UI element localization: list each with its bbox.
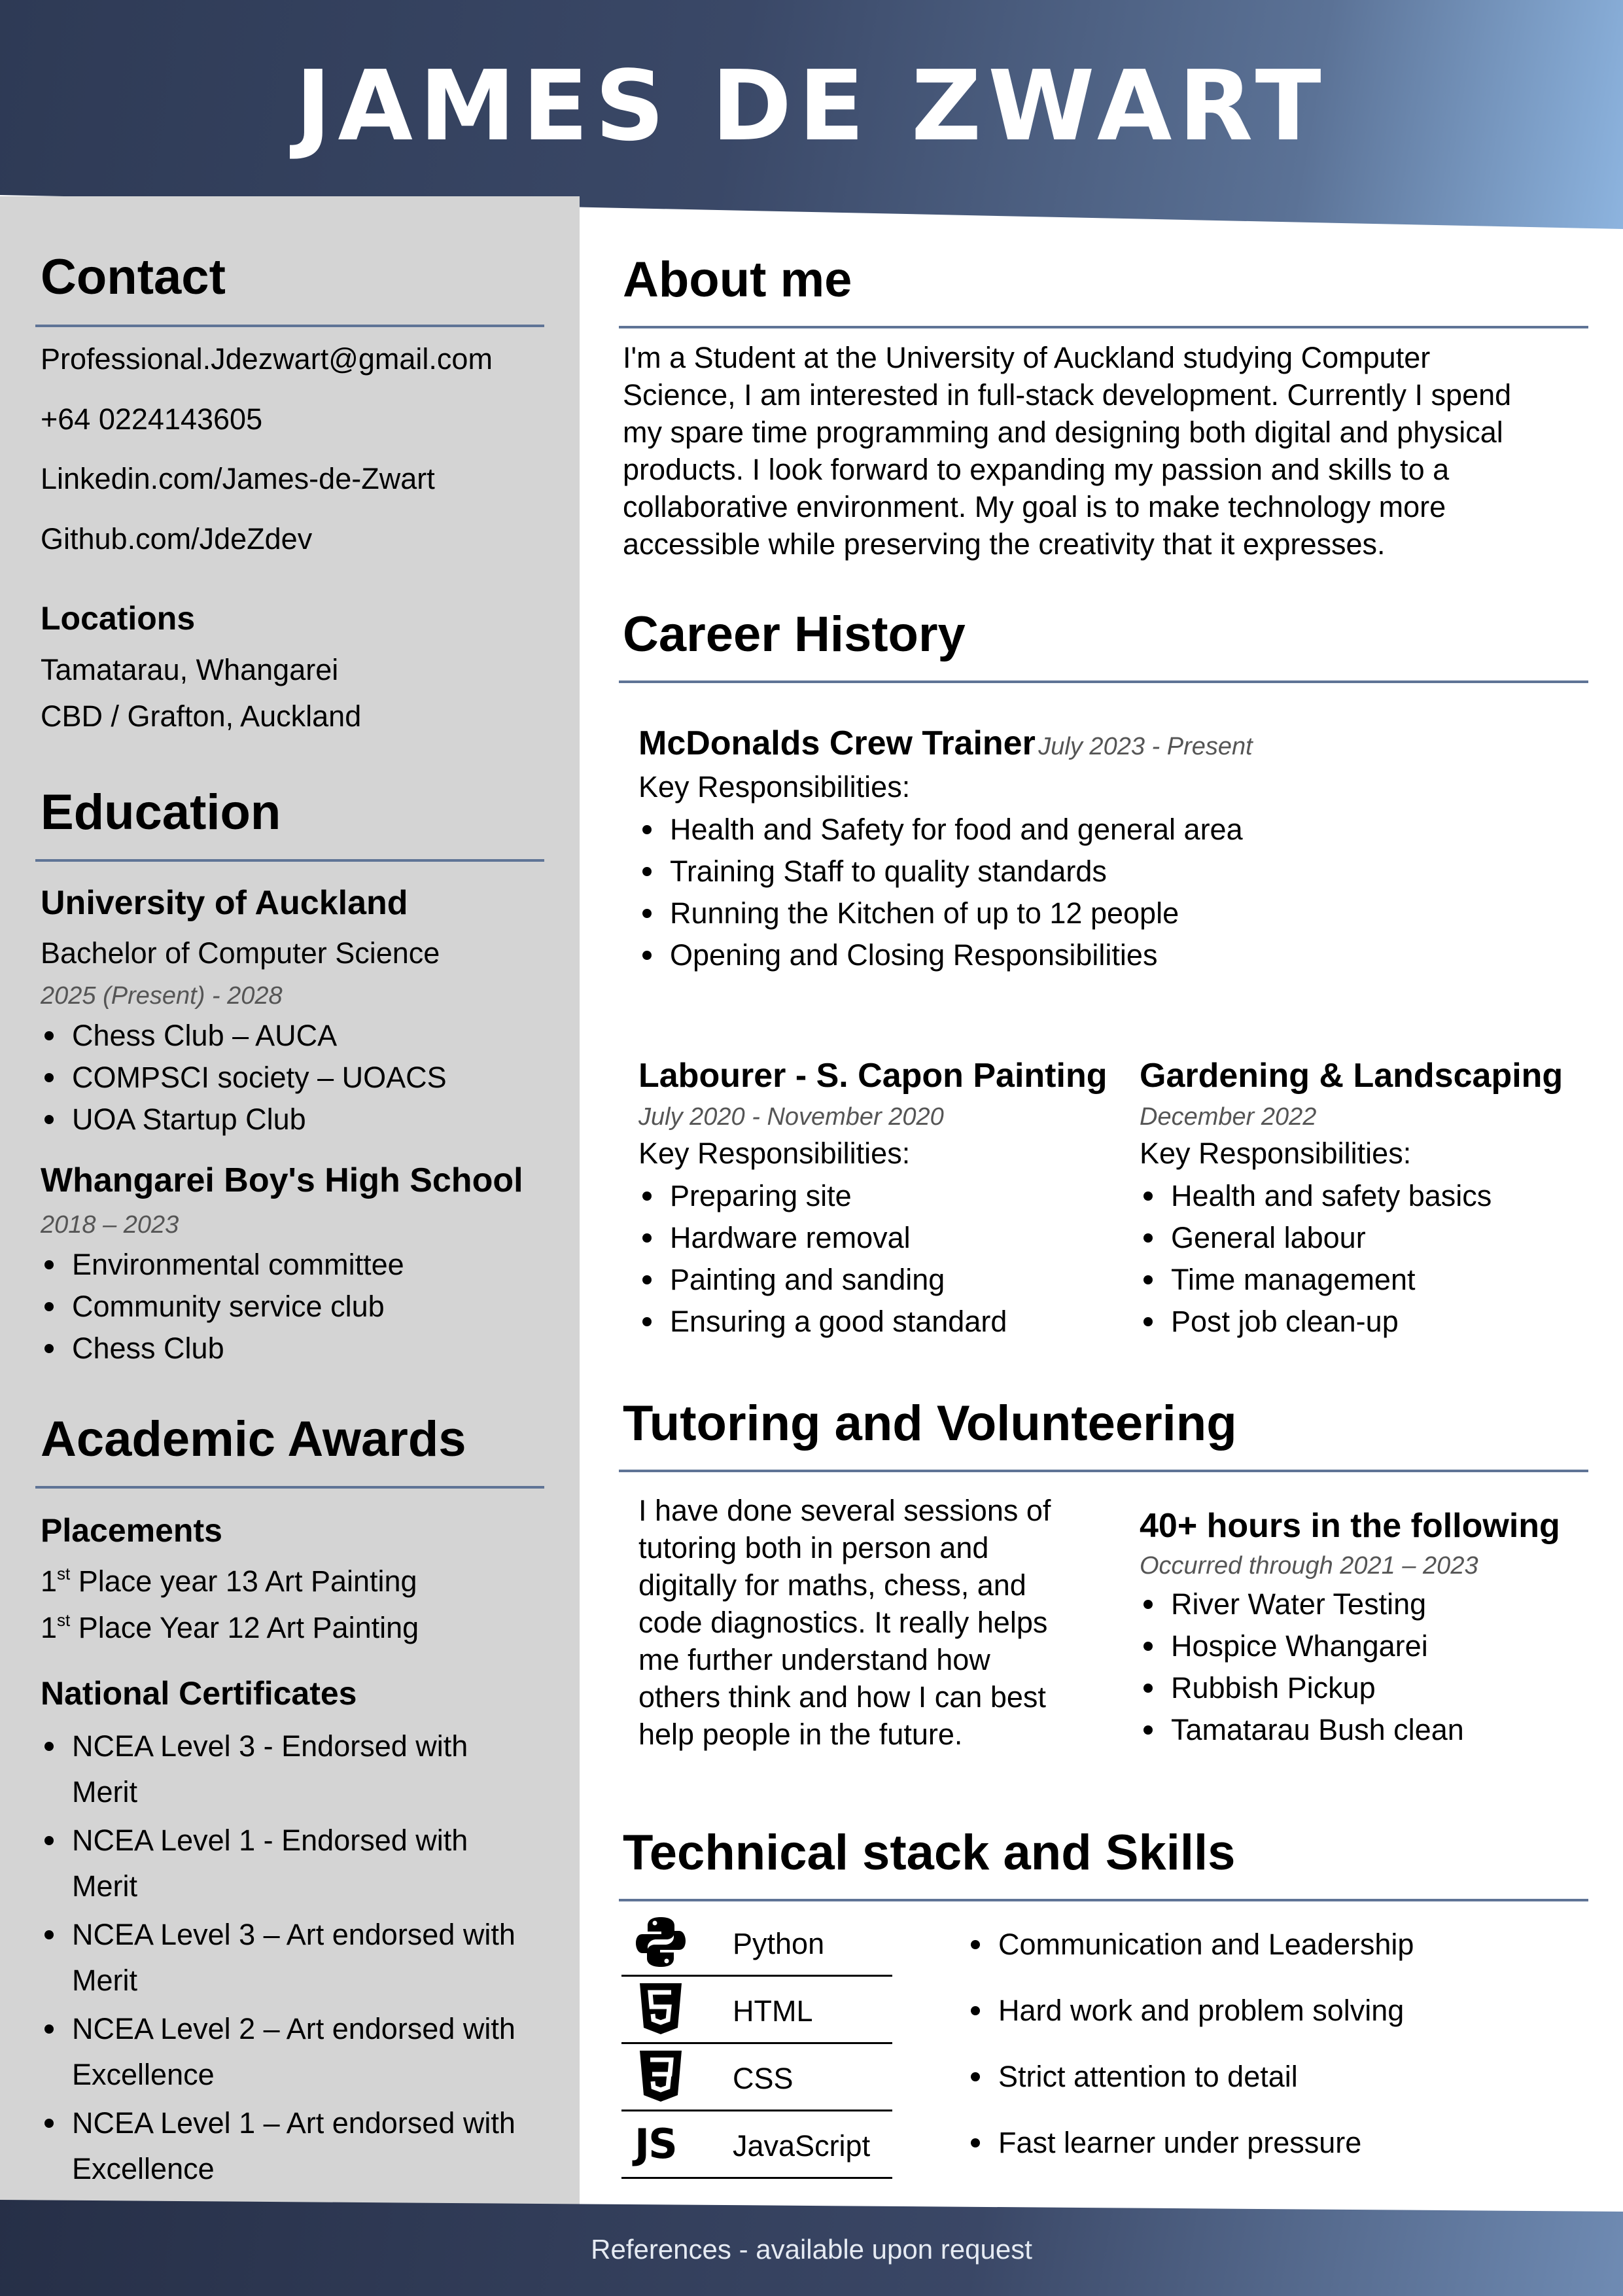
contact-github: Github.com/JdeZdev <box>41 522 313 556</box>
divider <box>619 1899 1588 1901</box>
stack-label: HTML <box>733 1994 813 2028</box>
contact-heading: Contact <box>41 249 226 305</box>
certificate-item: NCEA Level 1 - Endorsed with Merit <box>41 1818 544 1912</box>
divider <box>619 326 1588 328</box>
list-item: Preparing site <box>638 1175 1096 1217</box>
placements-heading: Placements <box>41 1512 222 1549</box>
awards-heading: Academic Awards <box>41 1411 466 1467</box>
certificate-item: NCEA Level 3 – Art endorsed with Merit <box>41 1912 544 2006</box>
list-item: River Water Testing <box>1140 1583 1584 1625</box>
html5-icon <box>635 1982 687 2037</box>
school-dates: 2018 – 2023 <box>41 1211 179 1239</box>
list-item: Chess Club <box>41 1328 544 1369</box>
stack-label: Python <box>733 1927 825 1960</box>
education-heading: Education <box>41 785 281 840</box>
list-item: Tamatarau Bush clean <box>1140 1709 1584 1751</box>
divider <box>35 325 544 327</box>
job-dates: December 2022 <box>1140 1103 1317 1131</box>
divider <box>619 680 1588 683</box>
divider <box>619 1470 1588 1472</box>
about-text: I'm a Student at the University of Auckland studying Computer Science, I am interested in full-stack development. Currently I spend my spare time programming and designing both digital and physical products. I look forward to expanding my passion and skills to a collaborative environment. My goal is to make technology more accessible while preserving the creativity that it expresses. <box>623 341 1512 561</box>
skills-heading: Technical stack and Skills <box>623 1825 1236 1881</box>
list-item: Rubbish Pickup <box>1140 1667 1584 1709</box>
list-item: Health and Safety for food and general area <box>638 809 1554 851</box>
location-item: CBD / Grafton, Auckland <box>41 699 362 733</box>
list-item: Ensuring a good standard <box>638 1301 1096 1343</box>
degree: Bachelor of Computer Science <box>41 936 440 970</box>
school-dates: 2025 (Present) - 2028 <box>41 982 283 1010</box>
list-item: Health and safety basics <box>1140 1175 1584 1217</box>
about-heading: About me <box>623 252 852 308</box>
list-item: Communication and Leadership <box>967 1925 1588 1991</box>
candidate-name: JAMES DE ZWART <box>295 50 1328 162</box>
certificates-list <box>41 1723 544 2195</box>
school-name: University of Auckland <box>41 884 408 922</box>
location-item: Tamatarau, Whangarei <box>41 653 339 686</box>
stack-label: CSS <box>733 2062 794 2095</box>
list-item: Time management <box>1140 1259 1584 1301</box>
contact-linkedin: Linkedin.com/James-de-Zwart <box>41 462 435 495</box>
list-item: Painting and sanding <box>638 1259 1096 1301</box>
list-item: Training Staff to quality standards <box>638 851 1554 892</box>
volunteer-list <box>1140 1583 1584 1751</box>
certificate-item: NCEA Level 3 - Endorsed with Merit <box>41 1723 544 1818</box>
certificate-item: NCEA Level 1 – Art endorsed with Excellence <box>41 2100 544 2195</box>
job-title: Gardening & Landscaping <box>1140 1057 1563 1095</box>
list-item: Strict attention to detail <box>967 2057 1588 2123</box>
placement-item: 1st Place Year 12 Art Painting <box>41 1610 419 1644</box>
job-title: McDonalds Crew Trainer <box>638 724 1036 762</box>
highschool-activities <box>41 1244 544 1369</box>
volunteer-hours-heading: 40+ hours in the following <box>1140 1507 1560 1545</box>
js-icon: JS <box>635 2120 676 2168</box>
list-item: Hardware removal <box>638 1217 1096 1259</box>
stack-label: JavaScript <box>733 2129 871 2163</box>
stack-row-python <box>621 1909 892 1977</box>
list-item: Post job clean-up <box>1140 1301 1584 1343</box>
list-item: General labour <box>1140 1217 1584 1259</box>
python-icon <box>635 1915 687 1969</box>
divider <box>35 1486 544 1489</box>
contact-email: Professional.Jdezwart@gmail.com <box>41 342 493 376</box>
list-item: COMPSCI society – UOACS <box>41 1057 544 1099</box>
job-responsibilities <box>638 809 1554 976</box>
responsibilities-label: Key Responsibilities: <box>1140 1137 1412 1170</box>
contact-phone: +64 0224143605 <box>41 402 263 436</box>
job-responsibilities <box>1140 1175 1584 1343</box>
list-item: Hospice Whangarei <box>1140 1625 1584 1667</box>
list-item: Running the Kitchen of up to 12 people <box>638 892 1554 934</box>
school-name: Whangarei Boy's High School <box>41 1161 523 1199</box>
list-item: Environmental committee <box>41 1244 544 1286</box>
job-title: Labourer - S. Capon Painting <box>638 1057 1108 1095</box>
footer-text: References - available upon request <box>591 2234 1032 2265</box>
university-activities <box>41 1015 544 1140</box>
stack-row-javascript <box>621 2111 892 2179</box>
placement-item: 1st Place year 13 Art Painting <box>41 1564 417 1598</box>
job-responsibilities <box>638 1175 1096 1343</box>
locations-heading: Locations <box>41 600 196 637</box>
list-item: Hard work and problem solving <box>967 1991 1588 2057</box>
job-dates: July 2023 - Present <box>1038 733 1253 760</box>
volunteering-heading: Tutoring and Volunteering <box>623 1396 1237 1451</box>
css3-icon <box>635 2049 687 2104</box>
list-item: Opening and Closing Responsibilities <box>638 934 1554 976</box>
volunteering-text: I have done several sessions of tutoring both in person and digitally for maths, chess, and code diagnostics. It really helps me further understand how others think and how I can best help people in the future. <box>638 1494 1051 1751</box>
stack-row-html <box>621 1977 892 2044</box>
list-item: Fast learner under pressure <box>967 2123 1588 2189</box>
job-dates: July 2020 - November 2020 <box>638 1103 944 1131</box>
responsibilities-label: Key Responsibilities: <box>638 770 911 804</box>
soft-skills-list <box>967 1925 1588 2189</box>
divider <box>35 859 544 862</box>
certificates-heading: National Certificates <box>41 1675 357 1712</box>
career-heading: Career History <box>623 607 966 662</box>
stack-row-css <box>621 2044 892 2111</box>
list-item: Community service club <box>41 1286 544 1328</box>
responsibilities-label: Key Responsibilities: <box>638 1137 911 1170</box>
certificate-item: NCEA Level 2 – Art endorsed with Excellence <box>41 2006 544 2100</box>
job-header <box>638 726 1554 760</box>
list-item: Chess Club – AUCA <box>41 1015 544 1057</box>
volunteer-period: Occurred through 2021 – 2023 <box>1140 1552 1478 1580</box>
list-item: UOA Startup Club <box>41 1099 544 1140</box>
